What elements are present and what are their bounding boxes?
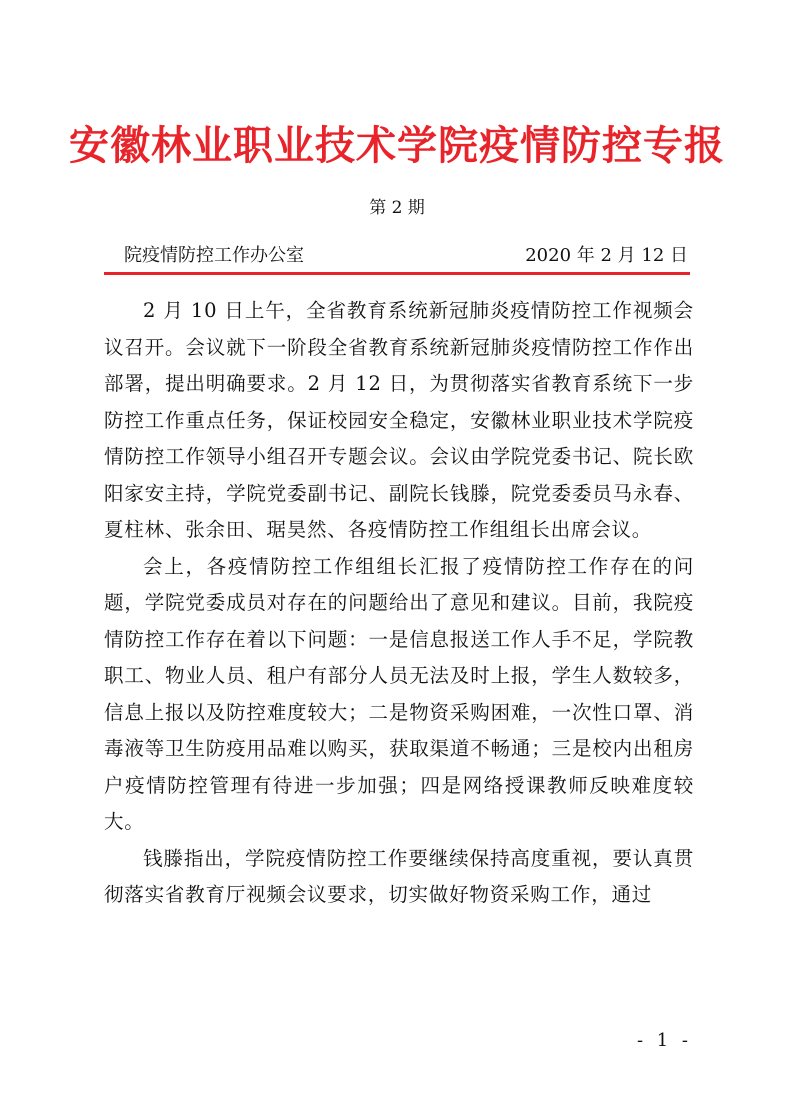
issue-number: 第 2 期	[369, 198, 425, 218]
report-body	[104, 293, 694, 914]
paragraph: 2 月 10 日上午，全省教育系统新冠肺炎疫情防控工作视频会议召开。会议就下一阶段全省教育系统新冠肺炎疫情防控工作作出部署，提出明确要求。2 月 12 日，为贯彻落实省教育系统下一步防控工作重点任务，保证校园安全稳定，安徽林业职业技术学院疫情防控工作领导小组召开专题会议。会议由学院党委书记、院长欧阳家安主持，学院党委副书记、副院长钱滕，院党委委员马永春、夏柱林、张余田、琚昊然、各疫情防控工作组组长出席会议。	[104, 299, 694, 541]
page-number: - 1 -	[636, 1030, 692, 1051]
paragraph: 钱滕指出，学院疫情防控工作要继续保持高度重视，要认真贯彻落实省教育厅视频会议要求，切实做好物资采购工作，通过	[104, 846, 694, 906]
issuing-office: 院疫情防控工作办公室	[124, 245, 304, 266]
paragraph: 会上，各疫情防控工作组组长汇报了疫情防控工作存在的问题，学院党委成员对存在的问题给出了意见和建议。目前，我院疫情防控工作存在着以下问题：一是信息报送工作人手不足，学院教职工、物业人员、租户有部分人员无法及时上报，学生人数较多，信息上报以及防控难度较大；二是物资采购困难，一次性口罩、消毒液等卫生防疫用品难以购买，获取渠道不畅通；三是校内出租房户疫情防控管理有待进一步加强；四是网络授课教师反映难度较大。	[104, 554, 694, 833]
header-divider	[104, 272, 690, 275]
publication-date: 2020 年 2 月 12 日	[525, 245, 688, 266]
page-title: 安徽林业职业技术学院疫情防控专报	[69, 123, 725, 169]
